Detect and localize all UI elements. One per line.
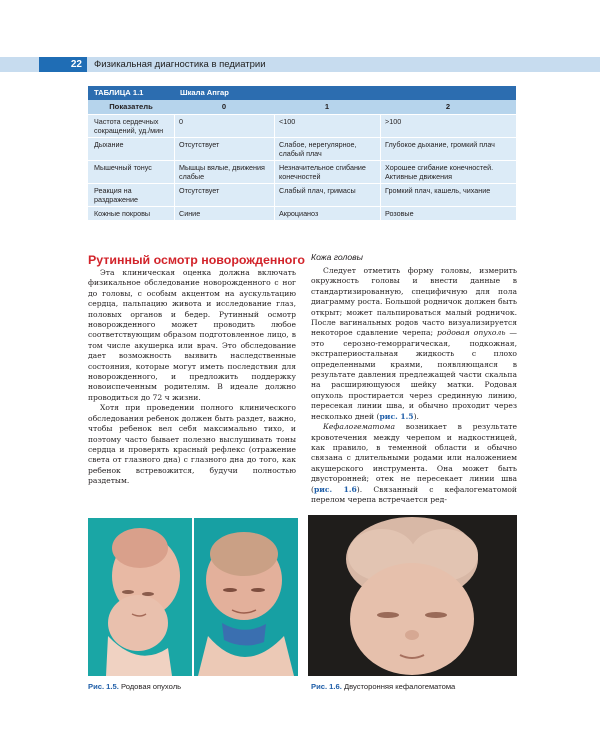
column-header: 2	[445, 102, 451, 111]
table-cell: Розовые	[380, 207, 516, 220]
table-cell: Отсутствует	[174, 184, 274, 206]
page-number: 22	[39, 57, 87, 72]
photo-caput-succedaneum-right	[194, 518, 298, 676]
running-title: Физикальная диагностика в педиатрии	[94, 59, 266, 70]
figure-reference[interactable]: рис. 1.5	[379, 411, 414, 421]
photo-bilateral-cephalohematoma	[308, 515, 517, 676]
figure-reference[interactable]: рис. 1.6	[313, 484, 357, 494]
paragraph: Эта клиническая оценка должна включать физикальное обследование новорожденного с ног до головы, с особым акцентом на аускультацию сердца, пальпацию живота и исследование глаз, половых органов и бедер. Рутинный осмотр новорожденного может проводить любое соответствующим образом подготовленное лицо, в том числе акушерка или врач. Это обследование дает возможность выявить наследственные состояния, которые могут иметь последствия для новорожденного, и предложить поддержку новоиспеченным родителям. В идеале должно проводиться до 72 ч жизни.	[88, 268, 296, 402]
figure-label: Рис. 1.6.	[311, 682, 342, 691]
table-cell: Дыхание	[94, 140, 124, 149]
table-cell: Частота сердечных сокращений, уд./мин	[94, 117, 164, 135]
paragraph: Следует отметить форму головы, измерить окружность головы и внести данные в стандартизированную, специфичную для пола диаграмму роста. Большой родничок должен быть открыт; может пальпироваться малый родничок. После вагинальных родов часто визуализируется некоторое сдавление черепа; родовая опухоль — это серозно-геморрагическая, подкожная, экстрапериостальная жидкость с плохо определенными краями, появляющаяся в результате давления предлежащей части скальпа на расширяющуюся шейку матки. Родовая опухоль простирается через срединную линию, пересекая линии шва, и обычно проходит через несколько дней (рис. 1.5).	[311, 266, 517, 421]
table-row	[88, 137, 516, 160]
table-title: Шкала Апгар	[180, 88, 229, 97]
figure-label: Рис. 1.5.	[88, 682, 119, 691]
table-cell: Незначительное сгибание конечностей	[274, 161, 380, 183]
right-column-text	[311, 251, 517, 505]
table-cell: Мышечный тонус	[94, 163, 152, 172]
paragraph: Кефалогематома возникает в результате кровотечения между черепом и надкостницей, как правило, в теменной области и обычно связана с длительными родами или наложением акушерского инструмента. Она может быть двусторонней; отек не пересекает линии шва (рис. 1.6). Связанный с кефалогематомой перелом черепа встречается ред-	[311, 422, 517, 504]
left-column-text	[88, 268, 296, 487]
table-cell: Мышцы вялые, движения слабые	[174, 161, 274, 183]
table-cell: Хорошее сгибание конечностей. Активные движения	[380, 161, 516, 183]
column-header: Показатель	[109, 102, 153, 111]
apgar-table	[88, 86, 516, 220]
table-cell: Громкий плач, кашель, чихание	[380, 184, 516, 206]
table-cell: Кожные покровы	[94, 209, 151, 218]
table-cell: Глубокое дыхание, громкий плач	[380, 138, 516, 160]
table-cell: Акроцианоз	[274, 207, 380, 220]
table-row	[88, 206, 516, 220]
figure-caption	[311, 682, 455, 691]
table-row	[88, 183, 516, 206]
figure-caption-text: Двусторонняя кефалогематома	[343, 682, 456, 691]
photo-caput-succedaneum-left	[88, 518, 192, 676]
running-header-bar	[0, 57, 600, 72]
figure-caption	[88, 682, 181, 691]
table-row	[88, 114, 516, 137]
table-cell: 0	[174, 115, 274, 137]
section-title: Рутинный осмотр новорожденного	[88, 253, 305, 267]
table-cell: <100	[274, 115, 380, 137]
table-cell: Отсутствует	[174, 138, 274, 160]
paragraph: Хотя при проведении полного клинического обследования ребенок должен быть раздет, важно, чтобы ребенок вел себя максимально тихо, и поэтому часто бывает полезно выслушивать тоны сердца и проверять красный рефлекс (отражение света от глазного дна) с глазного дна до того, как ребенок встревожится, будучи полностью раздетым.	[88, 403, 296, 486]
column-header: 0	[221, 102, 227, 111]
table-cell: >100	[380, 115, 516, 137]
subsection-title: Кожа головы	[311, 252, 363, 262]
table-row	[88, 160, 516, 183]
table-cell: Синие	[174, 207, 274, 220]
table-header-row	[88, 100, 516, 114]
table-cell: Реакция на раздражение	[94, 186, 139, 204]
figure-caption-text: Родовая опухоль	[120, 682, 182, 691]
table-cell: Слабый плач, гримасы	[274, 184, 380, 206]
table-cell: Слабое, нерегулярное, слабый плач	[274, 138, 380, 160]
column-header: 1	[324, 102, 330, 111]
table-label: ТАБЛИЦА 1.1	[94, 88, 144, 97]
table-caption	[88, 86, 516, 100]
